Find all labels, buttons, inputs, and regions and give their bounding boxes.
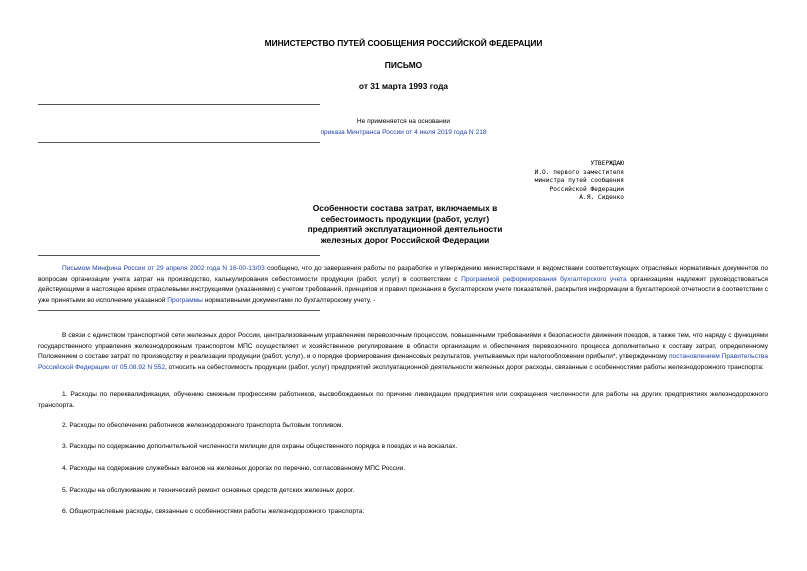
program-link[interactable]: Программы bbox=[167, 296, 203, 304]
intro-text: В связи с единством транспортной сети железных дорог России, централизованным управлением перевозочным процессом, повышенными требованиями к безопасности движения поездов, а также тем, что наряду с функциями государственного управления железнодорожным транспортом МПС осуществляет и хозяйственное регулирование в области организации и обеспечения перевозочного процесса дополнительно к составу затрат, определенному Положением о составе затрат по производству и реализации продукции (работ, услуг), и о порядке формирования финансовых результатов, учитываемых при налогообложении прибыли*, утвержденному bbox=[38, 332, 768, 361]
document-date: от 31 марта 1993 года bbox=[358, 81, 449, 91]
title-line: предприятий эксплуатационной деятельности bbox=[307, 224, 503, 235]
reform-program-link[interactable]: Программой реформирования бухгалтерского учета bbox=[461, 275, 627, 283]
approval-stamp bbox=[470, 160, 624, 203]
note-text: организациям надлежит руководствоваться действующими в настоящее время отраслевыми инструкциями (указаниями) с учетом требований, принципов и правил признания в бухгалтерском учете показателей, раскрытия информации в бухгалтерской отчетности в соответствии с уже принятыми во исполнение указанной bbox=[38, 275, 768, 304]
minfin-letter-link[interactable]: Письмом Минфина России от 29 апреля 2002 года N 16-00-13/03 bbox=[62, 265, 265, 272]
list-item: 5. Расходы на обслуживание и технический ремонт основных средств детских железных дорог. bbox=[62, 487, 355, 494]
separator-rule bbox=[38, 104, 320, 105]
stamp-line: Российской Федерации bbox=[549, 185, 624, 193]
note-text: нормативными документами по бухгалтерскому учету. - bbox=[202, 296, 376, 304]
stamp-line: А.Я. Сиденко bbox=[579, 194, 624, 202]
list-item: 1. Расходы по переквалификации, обучению смежным профессиям работников, высвобождаемых по причине ликвидации предприятия или сокращения численности для работы на других предприятиях железнодорожного транспорта. bbox=[38, 391, 768, 409]
list-item: 2. Расходы по обеспечению работников железнодорожного транспорта бытовым топливом. bbox=[62, 422, 344, 429]
status-text: Не применяется на основании bbox=[356, 118, 451, 125]
stamp-line: министра путей сообщения bbox=[534, 177, 624, 185]
list-item: 6. Общеотраслевые расходы, связанные с особенностями работы железнодорожного транспорта: bbox=[62, 508, 365, 515]
title-line: железных дорог Российской Федерации bbox=[320, 234, 490, 245]
list-item: 4. Расходы на содержание служебных вагонов на железных дорогах по перечню, согласованному МПС России. bbox=[62, 465, 406, 472]
editorial-note bbox=[38, 264, 768, 306]
intro-paragraph bbox=[38, 331, 768, 373]
stamp-line: И.О. первого заместителя bbox=[534, 168, 624, 176]
note-text: сообщено, что до завершения работы по разработке и утверждению министерствами и ведомствами соответствующих отраслевых нормативных документов по вопросам организации учета затрат на производство, калькулирования себестоимости продукции (работ, услуг) в соответствии с bbox=[38, 265, 768, 283]
status-link[interactable]: приказа Минтранса России от 4 июля 2019 года N 218 bbox=[320, 129, 487, 136]
government-decree-link[interactable]: постановлением Правительства Российской Федерации от 05.08.92 N 552 bbox=[38, 353, 768, 371]
list-item: 3. Расходы по содержанию дополнительной численности милиции для охраны общественного порядка в поездах и на вокзалах. bbox=[62, 443, 458, 450]
title-line: себестоимость продукции (работ, услуг) bbox=[320, 213, 490, 224]
separator-rule bbox=[38, 142, 320, 143]
separator-rule bbox=[38, 310, 320, 311]
document-title bbox=[288, 203, 522, 245]
separator-rule bbox=[38, 255, 320, 256]
stamp-line: УТВЕРЖДАЮ bbox=[590, 160, 624, 167]
document-type: ПИСЬМО bbox=[384, 60, 423, 70]
ministry-heading: МИНИСТЕРСТВО ПУТЕЙ СООБЩЕНИЯ РОССИЙСКОЙ ФЕДЕРАЦИИ bbox=[264, 38, 543, 48]
intro-text: , относить на себестоимость продукции (работ, услуг) предприятий эксплуатационной деятельности железных дорог расходы, связанные с особенностями работы железнодорожного транспорта: bbox=[165, 363, 764, 371]
title-line: Особенности состава затрат, включаемых в bbox=[312, 203, 498, 213]
